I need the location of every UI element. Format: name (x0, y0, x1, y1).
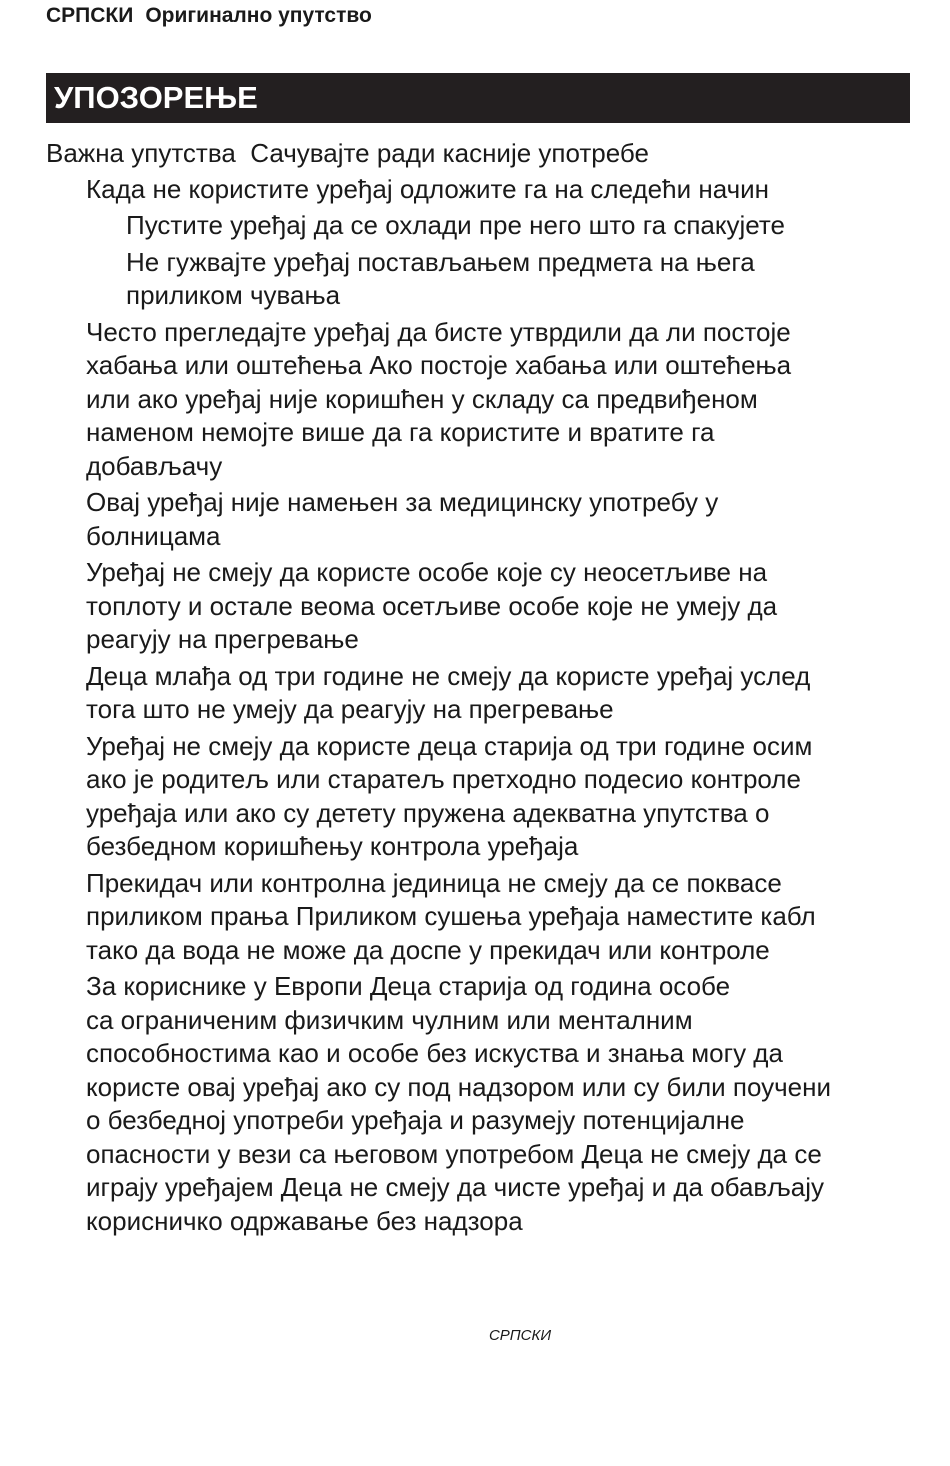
instruction-item: Када не користите уређај одложите га на следећи начин (86, 173, 770, 204)
instruction-item: За кориснике у Европи Деца старија од година особе са ограниченим физичким чулним или менталним способностима као и особе без искуства и знања могу да користе овај уређај ако су под надзором или су били поучени о безбедној употреби уређаја и разумеју потенцијалне опасности у вези са његовом употребом Деца не смеју да се играју уређајем Деца не смеју да чисте уређај и да обављају корисничко одржавање без надзора (86, 971, 832, 1236)
warning-section-title: УПОЗОРЕЊЕ (46, 73, 910, 123)
intro-text: Важна упутства Сачувајте ради касније употребе (46, 138, 649, 168)
instruction-subitem: Не гужвајте уређај постављањем предмета на њега приликом чувања (126, 246, 755, 310)
instructions-body (46, 137, 916, 1241)
instruction-item: Често прегледајте уређај да бисте утврдили да ли постоје хабања или оштећења Ако постоје хабања или оштећења или ако уређај није коришћен у складу са предвиђеном наменом немојте више да га користите и вратите га добављачу (86, 316, 792, 481)
header-language: СРПСКИ (46, 4, 134, 27)
document-header (46, 2, 372, 30)
instruction-item: Прекидач или контролна јединица не смеју да се поквасе приликом прања Приликом сушења уређаја наместите кабл тако да вода не може да доспе у прекидач или контроле (86, 867, 816, 965)
instruction-subitem: Пустите уређај да се охлади пре него што га спакујете (126, 210, 785, 240)
instruction-item: Деца млађа од три године не смеју да користе уређај услед тога што не умеју да реагују на прегревање (86, 660, 811, 724)
header-subtitle: Оригинално упутство (145, 4, 372, 27)
instruction-item: Уређај не смеју да користе особе које су неосетљиве на топлоту и остале веома осетљиве особе које не умеју да реагују на прегревање (86, 557, 778, 654)
instruction-item: Овај уређај није намењен за медицинску употребу у болницама (86, 487, 719, 551)
instruction-item: Уређај не смеју да користе деца старија од три године осим ако је родитељ или старатељ претходно подесио контроле уређаја или ако су детету пружена адекватна упутства о безбедном коришћењу контрола уређаја (86, 730, 813, 861)
page-footer-label: СРПСКИ (488, 1327, 552, 1344)
